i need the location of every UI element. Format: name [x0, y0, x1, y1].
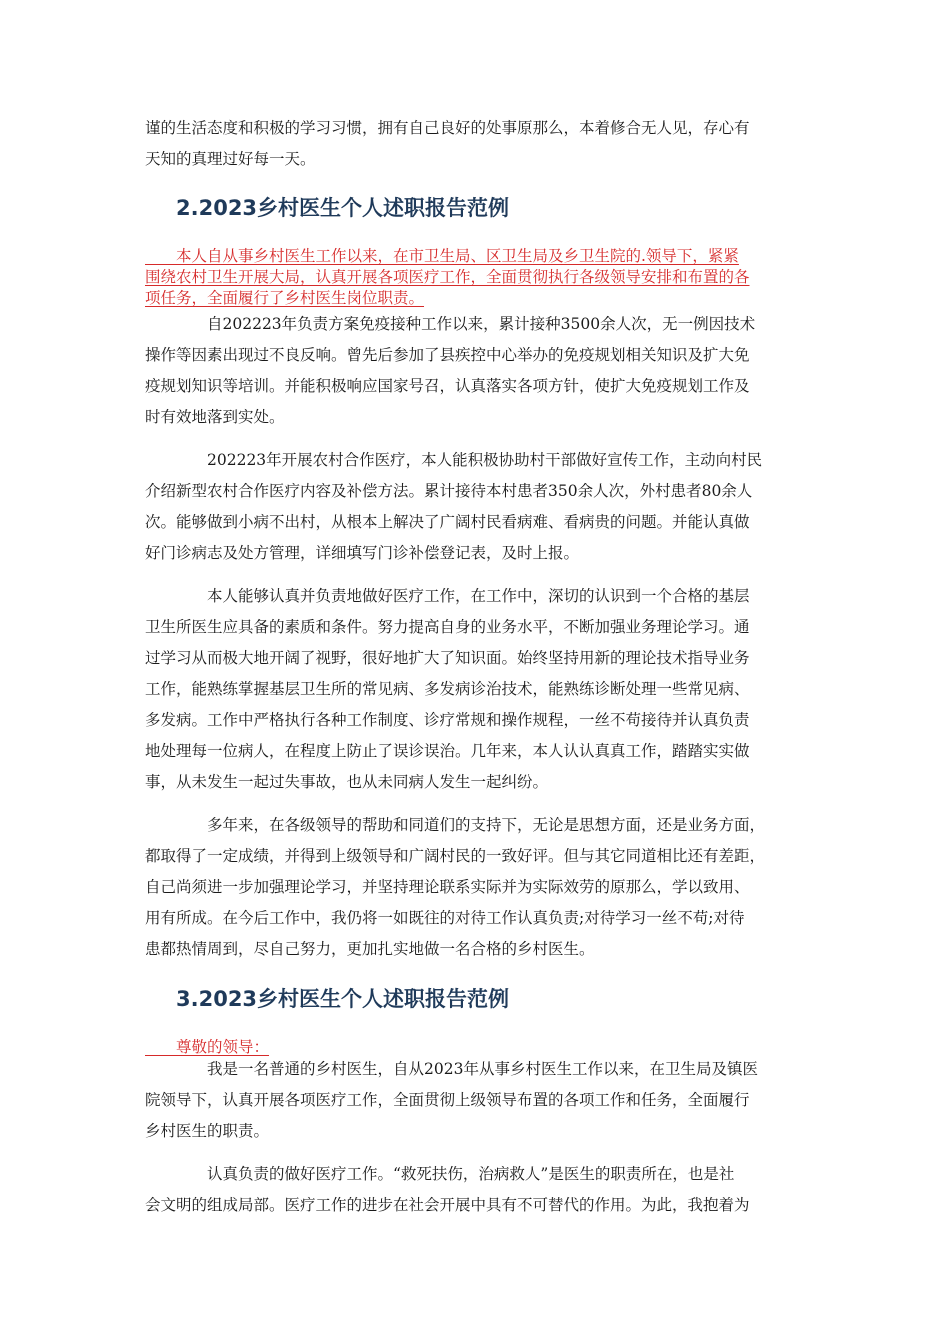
- text-line: 本人能够认真并负责地做好医疗工作，在工作中，深切的认识到一个合格的基层: [145, 587, 750, 605]
- text-line: 介绍新型农村合作医疗内容及补偿方法。累计接待本村患者350余人次，外村患者80余人: [145, 482, 753, 500]
- section3-paragraph-1: [145, 1054, 805, 1147]
- section2-paragraph-3: [145, 581, 805, 798]
- text-line: 自202223年负责方案免疫接种工作以来，累计接种3500余人次，无一例因技术: [145, 315, 756, 333]
- section2-paragraph-2: [145, 445, 805, 569]
- text-line: 自己尚须进一步加强理论学习，并坚持理论联系实际并为实际效劳的原那么，学以致用、: [145, 878, 750, 896]
- section3-paragraph-2: [145, 1159, 805, 1221]
- text-line: 事，从未发生一起过失事故，也从未同病人发生一起纠纷。: [145, 773, 549, 791]
- text-line: 过学习从而极大地开阔了视野，很好地扩大了知识面。始终坚持用新的理论技术指导业务: [145, 649, 750, 667]
- section3-heading: 3.2023乡村医生个人述职报告范例: [176, 987, 510, 1011]
- text-line: 工作，能熟练掌握基层卫生所的常见病、多发病诊治技术，能熟练诊断处理一些常见病、: [145, 680, 750, 698]
- text-line: 多发病。工作中严格执行各种工作制度、诊疗常规和操作规程，一丝不苟接待并认真负责: [145, 711, 750, 729]
- section3-salutation: 尊敬的领导：: [145, 1038, 270, 1056]
- text-line: 地处理每一位病人，在程度上防止了误诊误治。几年来，本人认认真真工作，踏踏实实做: [145, 742, 750, 760]
- text-line: 疫规划知识等培训。并能积极响应国家号召，认真落实各项方针，使扩大免疫规划工作及: [145, 377, 750, 395]
- text-line: 操作等因素出现过不良反响。曾先后参加了县疾控中心举办的免疫规划相关知识及扩大免: [145, 346, 750, 364]
- text-line: 卫生所医生应具备的素质和条件。努力提高自身的业务水平，不断加强业务理论学习。通: [145, 618, 750, 636]
- text-line: 谨的生活态度和积极的学习习惯，拥有自己良好的处事原那么，本着修合无人见，存心有: [145, 119, 750, 137]
- text-line: 202223年开展农村合作医疗，本人能积极协助村干部做好宣传工作，主动向村民: [145, 451, 763, 469]
- text-line: 用有所成。在今后工作中，我仍将一如既往的对待工作认真负责;对待学习一丝不苟;对待: [145, 909, 745, 927]
- section2-paragraph-1: [145, 309, 805, 433]
- section2-paragraph-4: [145, 810, 805, 965]
- text-line: 认真负责的做好医疗工作。“救死扶伤，治病救人”是医生的职责所在，也是社: [145, 1165, 735, 1183]
- text-line: 会文明的组成局部。医疗工作的进步在社会开展中具有不可替代的作用。为此，我抱着为: [145, 1196, 750, 1214]
- top-paragraph: [145, 113, 805, 175]
- text-line: 天知的真理过好每一天。: [145, 150, 316, 168]
- text-line: 好门诊病志及处方管理，详细填写门诊补偿登记表，及时上报。: [145, 544, 580, 562]
- section2-heading: 2.2023乡村医生个人述职报告范例: [176, 196, 510, 220]
- red-text-line: 项任务，全面履行了乡村医生岗位职责。: [145, 289, 425, 307]
- text-line: 时有效地落到实处。: [145, 408, 285, 426]
- text-line: 院领导下，认真开展各项医疗工作，全面贯彻上级领导布置的各项工作和任务，全面履行: [145, 1091, 750, 1109]
- section2-intro-red: [145, 246, 805, 309]
- text-line: 我是一名普通的乡村医生，自从2023年从事乡村医生工作以来，在卫生局及镇医: [145, 1060, 758, 1078]
- text-line: 患都热情周到，尽自己努力，更加扎实地做一名合格的乡村医生。: [145, 940, 595, 958]
- red-text-line: 本人自从事乡村医生工作以来，在市卫生局、区卫生局及乡卫生院的.领导下，紧紧: [145, 247, 739, 265]
- red-text-line: 围绕农村卫生开展大局，认真开展各项医疗工作，全面贯彻执行各级领导安排和布置的各: [145, 268, 750, 286]
- text-line: 都取得了一定成绩，并得到上级领导和广阔村民的一致好评。但与其它同道相比还有差距，: [145, 847, 766, 865]
- text-line: 乡村医生的职责。: [145, 1122, 270, 1140]
- text-line: 多年来，在各级领导的帮助和同道们的支持下，无论是思想方面，还是业务方面，: [145, 816, 766, 834]
- text-line: 次。能够做到小病不出村，从根本上解决了广阔村民看病难、看病贵的问题。并能认真做: [145, 513, 750, 531]
